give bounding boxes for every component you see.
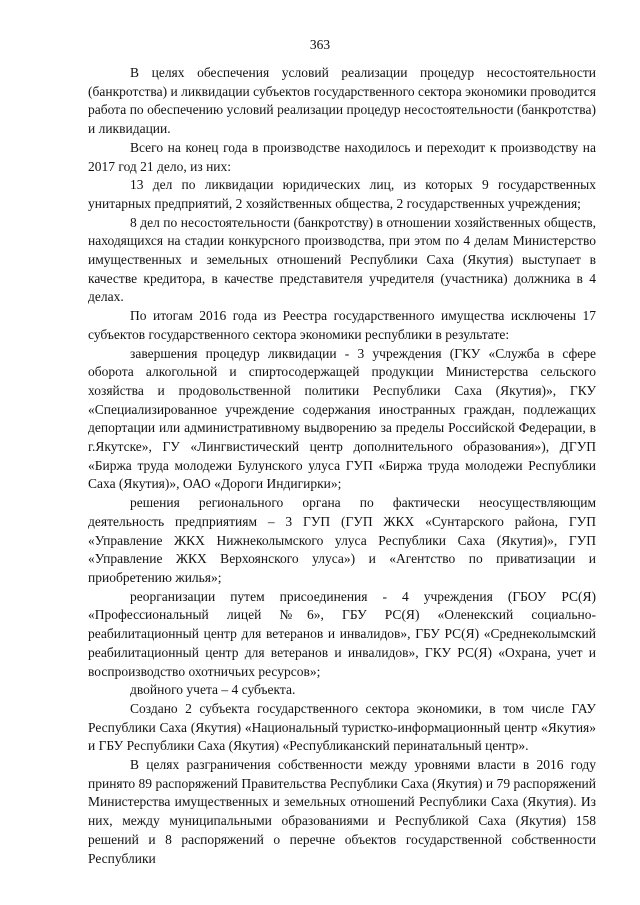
paragraph-property-delimitation: В целях разграничения собственности между уровнями власти в 2016 году принято 89 распоряжений Правительства Республики Саха (Якутия) и 79 распоряжений Министерства имущественных и земельных отношений Республики Саха (Якутия). Из них, между муниципальными образованиями и Республикой Саха (Якутия) 158 решений и 8 распоряжений о перечне объектов государственной собственности Республики	[88, 757, 596, 866]
paragraph-cases-total: Всего на конец года в производстве находилось и переходит к производству на 2017 год 21 дело, из них:	[88, 139, 596, 174]
paragraph-regional-decisions: решения регионального органа по фактически неосуществляющим деятельность предприятиям – 3 ГУП (ГУП ЖКХ «Сунтарского района, ГУП «Управление ЖКХ Нижнеколымского улуса Республики Саха (Якутия)», ГУП «Управление ЖКХ Верхоянского улуса») и «Агентство по приватизации и приобретению жилья»;	[88, 495, 596, 585]
paragraph-registry-exclusions: По итогам 2016 года из Реестра государственного имущества исключены 17 субъектов государственного сектора экономики республики в результате:	[88, 308, 596, 342]
paragraph-reorganization: реорганизации путем присоединения - 4 учреждения (ГБОУ РС(Я) «Профессиональный лицей №6», ГБУ РС(Я) «Оленекский социально-реабилитационный центр для ветеранов и инвалидов», ГБУ РС(Я) «Среднеколымский реабилитационный центр для ветеранов и инвалидов», ГКУ РС(Я) «Охрана, учет и воспроизводство охотничьих ресурсов»;	[88, 588, 596, 679]
document-body	[88, 64, 596, 868]
paragraph-procedures: В целях обеспечения условий реализации процедур несостоятельности (банкротства) и ликвидации субъектов государственного сектора экономики проводится работа по обеспечению условий реализации процедур несостоятельности (банкротства) и ликвидации.	[88, 65, 596, 137]
paragraph-created-subjects: Создано 2 субъекта государственного сектора экономики, в том числе ГАУ Республики Саха (Якутия) «Национальный туристко-информационный центр «Якутия» и ГБУ Республики Саха (Якутия) «Республиканский перинатальный центр».	[88, 700, 596, 754]
paragraph-bankruptcy-cases: 8 дел по несостоятельности (банкротству) в отношении хозяйственных обществ, находящихся на стадии конкурсного производства, при этом по 4 делам Министерство имущественных и земельных отношений Республики Саха (Якутия) выступает в качестве кредитора, в качестве представителя учредителя (участника) должника в 4 делах.	[88, 214, 596, 305]
paragraph-liquidation-cases: 13 дел по ликвидации юридических лиц, из которых 9 государственных унитарных предприятий, 2 хозяйственных общества, 2 государственных учреждения;	[88, 177, 596, 211]
page-number: 363	[309, 37, 331, 52]
paragraph-double-count: двойного учета – 4 субъекта.	[130, 682, 296, 698]
paragraph-liquidation-completed: завершения процедур ликвидации - 3 учреждения (ГКУ «Служба в сфере оборота алкогольной и спиртосодержащей продукции Министерства сельского хозяйства и продовольственной политики Республики Саха (Якутия)», ГКУ «Специализированное учреждение содержания иностранных граждан, подлежащих депортации или административному выдворению за пределы Российской Федерации, в г.Якутске», ГУ «Лингвистический центр дополнительного образования»), ДГУП «Биржа труда молодежи Булунского улуса ГУП «Биржа труда молодежи Республики Саха (Якутия)», ОАО «Дороги Индигирки»;	[88, 345, 596, 492]
